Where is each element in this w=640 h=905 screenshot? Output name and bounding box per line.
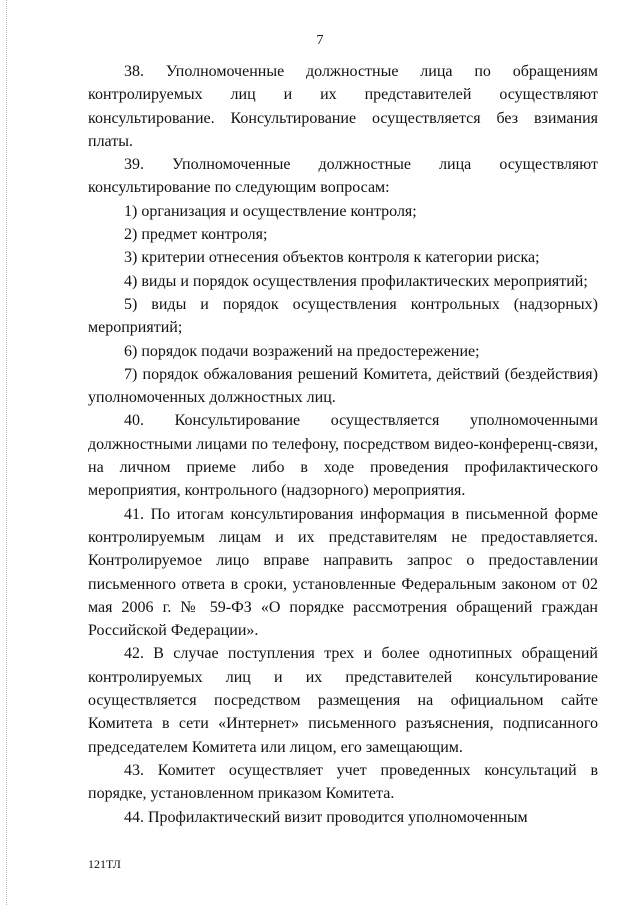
list-item-3: 3) критерии отнесения объектов контроля к категории риска;: [124, 249, 540, 267]
page-number: 7: [316, 33, 324, 48]
paragraph-39: 39. Уполномоченные должностные лица осуществляют консультирование по следующим вопросам:: [88, 156, 598, 197]
page-edge-dotted-line: [6, 0, 7, 905]
paragraph-44: 44. Профилактический визит проводится уполномоченным: [124, 808, 528, 826]
list-item-7: 7) порядок обжалования решений Комитета, действий (бездействия) уполномоченных должностных лиц.: [88, 365, 598, 407]
list-item-4: 4) виды и порядок осуществления профилактических мероприятий;: [124, 272, 588, 290]
footer-document-code: 121ТЛ: [88, 857, 121, 871]
document-body: [88, 60, 598, 829]
paragraph-41: 41. По итогам консультирования информация в письменной форме контролируемым лицам и их представителям не предоставляется. Контролируемое лицо вправе направить запрос о предоставлении письменного ответа в сроки, установленные Федеральным законом от 02 мая 2006 г. № 59-ФЗ «О порядке рассмотрения обращений граждан Российской Федерации».: [88, 505, 598, 640]
list-item-1: 1) организация и осуществление контроля;: [124, 202, 417, 220]
list-item-6: 6) порядок подачи возражений на предостережение;: [124, 342, 480, 360]
list-item-5: 5) виды и порядок осуществления контрольных (надзорных) мероприятий;: [88, 295, 598, 337]
paragraph-42: 42. В случае поступления трех и более однотипных обращений контролируемых лиц и их представителей консультирование осуществляется посредством размещения на официальном сайте Комитета в сети «Интернет» письменного разъяснения, подписанного председателем Комитета или лицом, его замещающим.: [88, 645, 598, 756]
list-item-2: 2) предмет контроля;: [124, 226, 268, 244]
paragraph-40: 40. Консультирование осуществляется уполномоченными должностными лицами по телефону, посредством видео-конференц-связи, на личном приеме либо в ходе проведения профилактического мероприятия, контрольного (надзорного) мероприятия.: [88, 412, 598, 500]
paragraph-43: 43. Комитет осуществляет учет проведенных консультаций в порядке, установленном приказом Комитета.: [88, 761, 598, 803]
paragraph-38: 38. Уполномоченные должностные лица по обращениям контролируемых лиц и их представителей осуществляют консультирование. Консультирование осуществляется без взимания платы.: [88, 63, 598, 150]
